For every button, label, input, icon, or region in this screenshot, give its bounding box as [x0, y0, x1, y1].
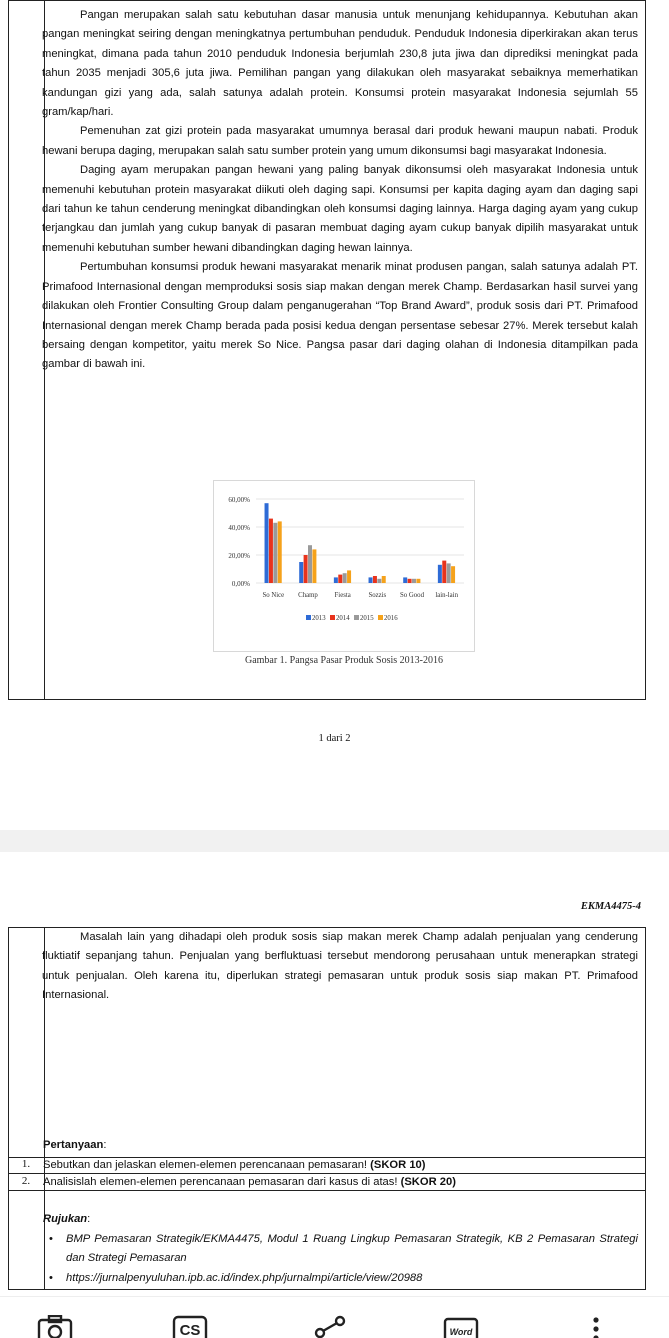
question-score: (SKOR 20): [400, 1176, 456, 1188]
heading-colon: :: [103, 1139, 107, 1151]
cs-label: CS: [179, 1322, 201, 1338]
cs-icon[interactable]: [172, 1315, 208, 1338]
chart-bar: [278, 521, 282, 583]
question-number: 1.: [21, 1158, 31, 1170]
chart-ytick-label: 0,00%: [231, 580, 250, 588]
page-number: 1 dari 2: [318, 733, 351, 744]
word-label: Word: [449, 1327, 473, 1337]
reference-item: • BMP Pemasaran Strategik/EKMA4475, Modul 1 Ruang Lingkup Pemasaran Strategik, KB 2 Pemasaran Strategi dan Strategi Pemasaran: [46, 1230, 638, 1269]
chart-category-label: So Nice: [262, 592, 285, 599]
paragraph: Pertumbuhan konsumsi produk hewani masyarakat menarik minat produsen pangan, salah satunya adalah PT. Primafood Internasional dengan memproduksi sosis siap makan dengan merek Champ. Berdasarkan hasil survei yang dilakukan oleh Frontier Consulting Group dalam penganugerahan “Top Brand Award”, produk sosis dari PT. Primafood Internasional dengan merek Champ berada pada posisi kedua dengan persentase sebesar 27%. Merek tersebut kalah bersaing dengan kompetitor, yaitu merek So Nice. Pangsa pasar dari daging olahan di Indonesia ditampilkan pada gambar di bawah ini.: [42, 261, 638, 371]
figure-caption: Gambar 1. Pangsa Pasar Produk Sosis 2013-2016: [244, 655, 444, 666]
page-separator: [0, 830, 669, 852]
chart-bar: [299, 562, 303, 583]
chart-ytick-label: 40,00%: [228, 524, 250, 532]
chart-bar: [438, 565, 442, 583]
chart-bar: [269, 519, 273, 583]
chart-category-label: lain-lain: [435, 592, 458, 599]
chart-legend-label: 2014: [336, 615, 350, 622]
chart-svg: [214, 481, 474, 651]
case-text: [42, 928, 638, 1006]
chart-bar: [412, 579, 416, 583]
word-icon[interactable]: [443, 1315, 479, 1338]
chart-ytick-label: 60,00%: [228, 496, 250, 504]
chart-bar: [273, 523, 277, 583]
question-2: [43, 1176, 456, 1188]
paragraph: Daging ayam merupakan pangan hewani yang paling banyak dikonsumsi oleh masyarakat Indonesia untuk memenuhi kebutuhan protein masyarakat diikuti oleh daging sapi. Konsumsi per kapita daging ayam dan daging sapi dari tahun ke tahun cenderung meningkat dibandingkan oleh konsumsi daging lainnya. Harga daging ayam yang cukup terjangkau dan jumlah yang cukup banyak di pasaran membuat daging ayam cukup banyak dipilih masyarakat untuk memenuhi kebutuhan sumber hewani dibandingkan daging hewan lainnya.: [42, 164, 638, 254]
chart-legend-label: 2013: [312, 615, 326, 622]
chart-bar: [382, 576, 386, 583]
chart-category-label: Fiesta: [334, 592, 351, 599]
paragraph: Masalah lain yang dihadapi oleh produk sosis siap makan merek Champ adalah penjualan yang cenderung fluktiatif sepanjang tahun. Penjualan yang berfluktuasi tersebut mendorong perusahaan untuk menerapkan strategi untuk penjualan. Oleh karena itu, diperlukan strategi pemasaran untuk produk sosis siap makan PT. Primafood Internasional.: [42, 931, 638, 1002]
bottom-toolbar: [0, 1296, 669, 1338]
document-page-2: [0, 852, 669, 1292]
chart-legend-swatch: [306, 615, 311, 620]
chart-bar: [334, 577, 338, 583]
chart-bar: [312, 549, 316, 583]
more-icon[interactable]: [578, 1315, 614, 1338]
chart-bar: [451, 566, 455, 583]
paragraph: Pangan merupakan salah satu kebutuhan dasar manusia untuk menunjang kehidupannya. Kebutuhan akan pangan meningkat seiring dengan meningkatnya pertumbuhan penduduk. Penduduk Indonesia diperkirakan akan terus meningkat, dimana pada tahun 2010 penduduk Indonesia berjumlah 230,8 juta jiwa dan diprediksi meningkat pada tahun 2035 menjadi 305,6 juta jiwa. Pemilihan pangan yang dilakukan oleh masyarakat sebaiknya memerhatikan kandungan gizi yang ada, salah satunya adalah protein. Konsumsi protein masyarakat Indonesia sejumlah 55 gram/kap/hari.: [42, 9, 638, 119]
reference-link[interactable]: • https://jurnalpenyuluhan.ipb.ac.id/index.php/jurnalmpi/article/view/20988: [46, 1269, 638, 1288]
chart-category-label: Champ: [298, 592, 318, 599]
market-share-chart: [213, 480, 475, 652]
share-icon[interactable]: [312, 1315, 348, 1338]
question-score: (SKOR 10): [370, 1159, 426, 1171]
chart-legend-label: 2016: [384, 615, 398, 622]
course-code: EKMA4475-4: [580, 901, 641, 912]
chart-legend-swatch: [354, 615, 359, 620]
chart-legend-swatch: [378, 615, 383, 620]
chart-bar: [347, 570, 351, 583]
chart-bar: [442, 561, 446, 583]
chart-legend-label: 2015: [360, 615, 374, 622]
chart-bar: [369, 577, 373, 583]
reference-heading: [43, 1213, 90, 1225]
table-row-divider: [9, 1157, 645, 1158]
chart-bar: [377, 579, 381, 583]
chart-bar: [308, 545, 312, 583]
question-text: Sebutkan dan jelaskan elemen-elemen perencanaan pemasaran!: [43, 1159, 371, 1171]
chart-category-label: So Good: [400, 592, 424, 599]
chart-bar: [447, 563, 451, 583]
chart-legend-swatch: [330, 615, 335, 620]
table-row-divider: [9, 1190, 645, 1191]
chart-category-label: Sozzis: [368, 592, 387, 599]
chart-bar: [403, 577, 407, 583]
paragraph: Pemenuhan zat gizi protein pada masyarakat umumnya berasal dari produk hewani maupun nabati. Produk hewani berupa daging, merupakan salah satu sumber protein yang umum dikonsumsi bagi masyarakat Indonesia.: [42, 125, 638, 157]
table-row-divider: [9, 1173, 645, 1174]
heading-colon: :: [87, 1213, 91, 1225]
chart-bar: [265, 503, 269, 583]
intro-text: [42, 6, 638, 375]
question-number: 2.: [21, 1175, 31, 1187]
chart-bar: [408, 579, 412, 583]
question-heading: [43, 1139, 106, 1151]
reference-list: [46, 1230, 638, 1288]
question-text: Analisislah elemen-elemen perencanaan pemasaran dari kasus di atas!: [43, 1176, 401, 1188]
chart-bar: [304, 555, 308, 583]
chart-bar: [373, 576, 377, 583]
question-heading-label: Pertanyaan: [43, 1139, 104, 1151]
chart-bar: [416, 579, 420, 583]
reference-heading-label: Rujukan: [43, 1213, 88, 1225]
chart-bar: [343, 573, 347, 583]
chart-ytick-label: 20,00%: [228, 552, 250, 560]
chart-bar: [338, 575, 342, 583]
question-1: [43, 1159, 425, 1171]
camera-icon[interactable]: [37, 1315, 73, 1338]
